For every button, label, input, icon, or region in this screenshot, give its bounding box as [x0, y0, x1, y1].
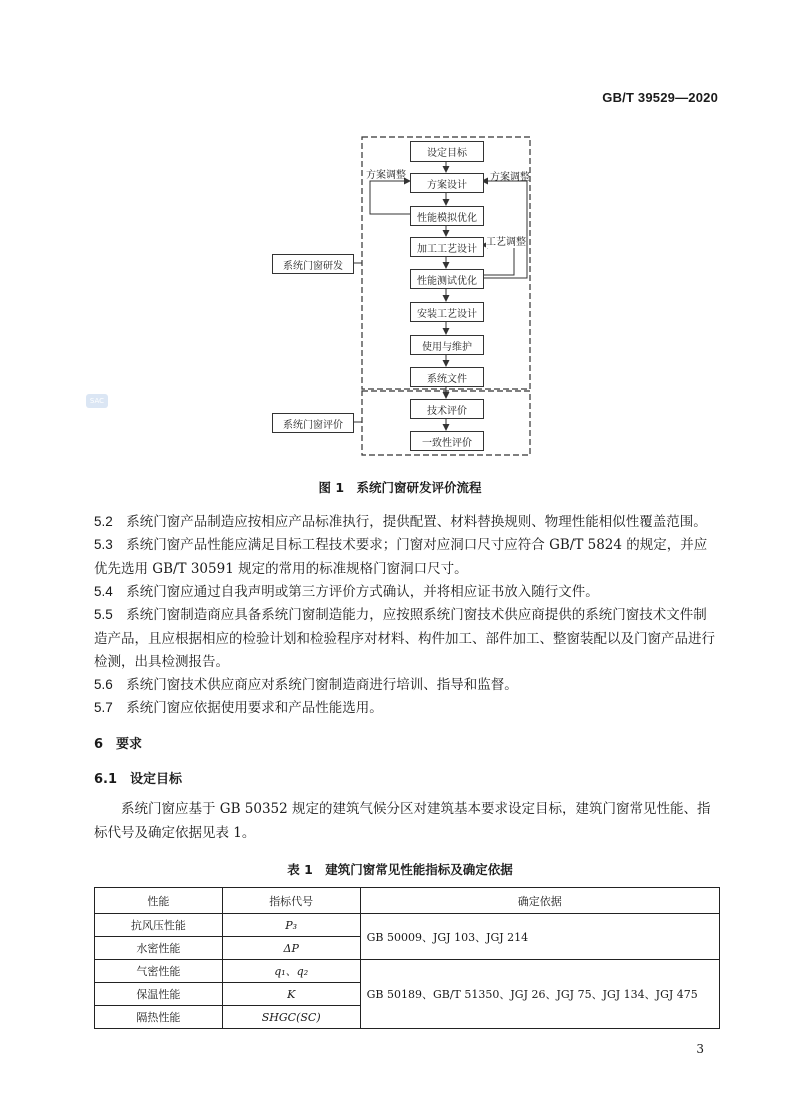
table-header-performance: 性能	[95, 888, 223, 914]
loop-label-process-adjust: 工艺调整	[486, 233, 526, 248]
table-header-basis: 确定依据	[360, 888, 719, 914]
flow-step-simulation-optimize: 性能模拟优化	[410, 206, 484, 226]
flow-step-set-target: 设定目标	[410, 141, 484, 162]
flow-step-installation-design: 安装工艺设计	[410, 302, 484, 322]
clause-number: 5.7	[94, 700, 113, 715]
clause-number: 5.5	[94, 607, 113, 622]
clause-text: 系统门窗产品制造应按相应产品标准执行，提供配置、材料替换规则、物理性能相似性覆盖范围。	[126, 514, 707, 530]
section-6-1-heading: 6.1 设定目标	[94, 772, 183, 787]
flow-step-process-design: 加工工艺设计	[410, 237, 484, 257]
flow-step-test-optimize: 性能测试优化	[410, 269, 484, 289]
figure-caption: 图 1 系统门窗研发评价流程	[318, 480, 482, 495]
table-1-caption: 表 1 建筑门窗常见性能指标及确定依据	[287, 862, 513, 877]
cell-performance: 隔热性能	[95, 1006, 223, 1029]
cell-symbol: SHGC(SC)	[222, 1006, 360, 1029]
side-label-evaluation: 系统门窗评价	[272, 413, 354, 433]
cell-basis: GB 50189、GB/T 51350、JGJ 26、JGJ 75、JGJ 134、JGJ 475	[360, 960, 719, 1029]
figure-1-flowchart	[0, 0, 800, 470]
loop-label-right-adjust: 方案调整	[490, 172, 530, 183]
clause-text: 系统门窗技术供应商应对系统门窗制造商进行培训、指导和监督。	[126, 677, 518, 693]
clause-number: 5.4	[94, 584, 113, 599]
flowchart-lines	[0, 0, 800, 470]
clause-text: 系统门窗制造商应具备系统门窗制造能力，应按照系统门窗技术供应商提供的系统门窗技术文件制造产品，且应根据相应的检验计划和检验程序对材料、构件加工、部件加工、整窗装配以及门窗产品进行检测，出具检测报告。	[94, 607, 715, 670]
flow-step-system-document: 系统文件	[410, 367, 484, 387]
cell-symbol: P₃	[222, 914, 360, 937]
clause-number: 5.2	[94, 514, 113, 529]
flow-step-technical-evaluation: 技术评价	[410, 399, 484, 419]
sac-watermark-logo: SAC	[86, 394, 108, 408]
flow-step-use-maintenance: 使用与维护	[410, 335, 484, 355]
standard-code: GB/T 39529—2020	[602, 90, 718, 105]
cell-symbol: ΔP	[222, 937, 360, 960]
clause-5-7	[94, 696, 720, 721]
table-header-symbol: 指标代号	[222, 888, 360, 914]
table-1	[94, 887, 720, 1029]
clause-5-3	[94, 533, 720, 581]
clause-5-2	[94, 510, 720, 535]
flow-step-consistency-evaluation: 一致性评价	[410, 431, 484, 451]
clause-text: 系统门窗应通过自我声明或第三方评价方式确认，并将相应证书放入随行文件。	[126, 584, 599, 600]
clause-number: 5.3	[94, 537, 113, 552]
clause-5-6	[94, 673, 720, 698]
cell-performance: 抗风压性能	[95, 914, 223, 937]
clause-text: 系统门窗应依据使用要求和产品性能选用。	[126, 700, 383, 716]
table-header-row	[95, 888, 720, 914]
page-number: 3	[696, 1042, 704, 1056]
loop-label-left-adjust: 方案调整	[366, 170, 406, 181]
cell-performance: 保温性能	[95, 983, 223, 1006]
table-row	[95, 960, 720, 983]
clause-text: 系统门窗产品性能应满足目标工程技术要求；门窗对应洞口尺寸应符合 GB/T 5824 的规定，并应优先选用 GB/T 30591 规定的常用的标准规格门窗洞口尺寸。	[94, 537, 708, 577]
cell-performance: 水密性能	[95, 937, 223, 960]
cell-basis: GB 50009、JGJ 103、JGJ 214	[360, 914, 719, 960]
cell-symbol: K	[222, 983, 360, 1006]
section-6-heading: 6 要求	[94, 737, 143, 752]
clause-number: 5.6	[94, 677, 113, 692]
cell-performance: 气密性能	[95, 960, 223, 983]
clause-5-4	[94, 580, 720, 605]
section-6-1-text: 系统门窗应基于 GB 50352 规定的建筑气候分区对建筑基本要求设定目标，建筑门窗常见性能、指标代号及确定依据见表 1。	[94, 801, 711, 841]
side-label-development: 系统门窗研发	[272, 254, 354, 274]
clause-5-5	[94, 603, 720, 675]
table-row	[95, 914, 720, 937]
flow-step-scheme-design: 方案设计	[410, 173, 484, 193]
cell-symbol: q₁、q₂	[222, 960, 360, 983]
